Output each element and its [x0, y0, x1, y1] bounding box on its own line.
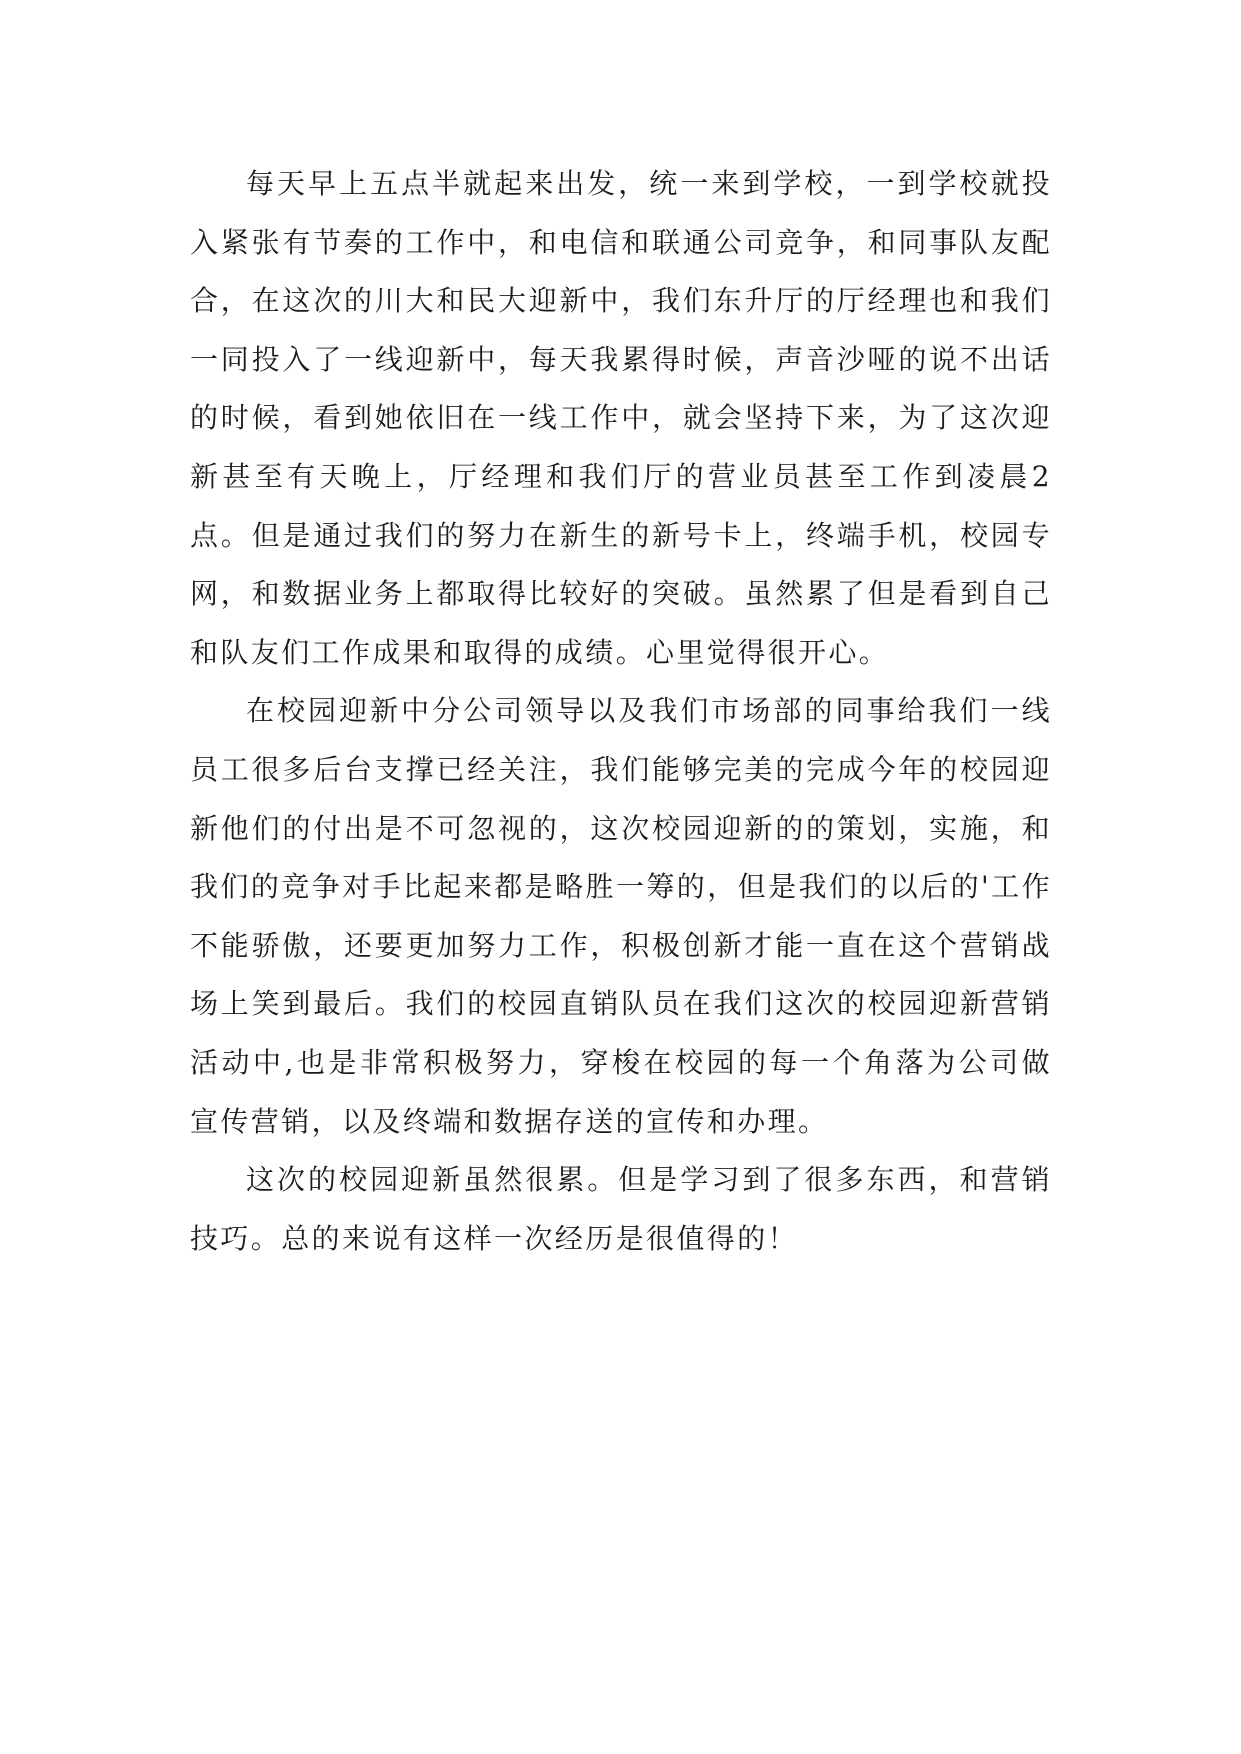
document-body — [190, 155, 1052, 1268]
paragraph-2: 在校园迎新中分公司领导以及我们市场部的同事给我们一线员工很多后台支撑已经关注，我们能够完美的完成今年的校园迎新他们的付出是不可忽视的，这次校园迎新的的策划，实施，和我们的竞争对手比起来都是略胜一筹的，但是我们的以后的'工作不能骄傲，还要更加努力工作，积极创新才能一直在这个营销战场上笑到最后。我们的校园直销队员在我们这次的校园迎新营销活动中,也是非常积极努力，穿梭在校园的每一个角落为公司做宣传营销，以及终端和数据存送的宣传和办理。 — [190, 694, 1052, 1138]
paragraph-3: 这次的校园迎新虽然很累。但是学习到了很多东西，和营销技巧。总的来说有这样一次经历是很值得的！ — [190, 1163, 1052, 1255]
paragraph-1: 每天早上五点半就起来出发，统一来到学校，一到学校就投入紧张有节奏的工作中，和电信和联通公司竞争，和同事队友配合，在这次的川大和民大迎新中，我们东升厅的厅经理也和我们一同投入了一线迎新中，每天我累得时候，声音沙哑的说不出话的时候，看到她依旧在一线工作中，就会坚持下来，为了这次迎新甚至有天晚上，厅经理和我们厅的营业员甚至工作到凌晨2点。但是通过我们的努力在新生的新号卡上，终端手机，校园专网，和数据业务上都取得比较好的突破。虽然累了但是看到自己和队友们工作成果和取得的成绩。心里觉得很开心。 — [190, 167, 1052, 669]
